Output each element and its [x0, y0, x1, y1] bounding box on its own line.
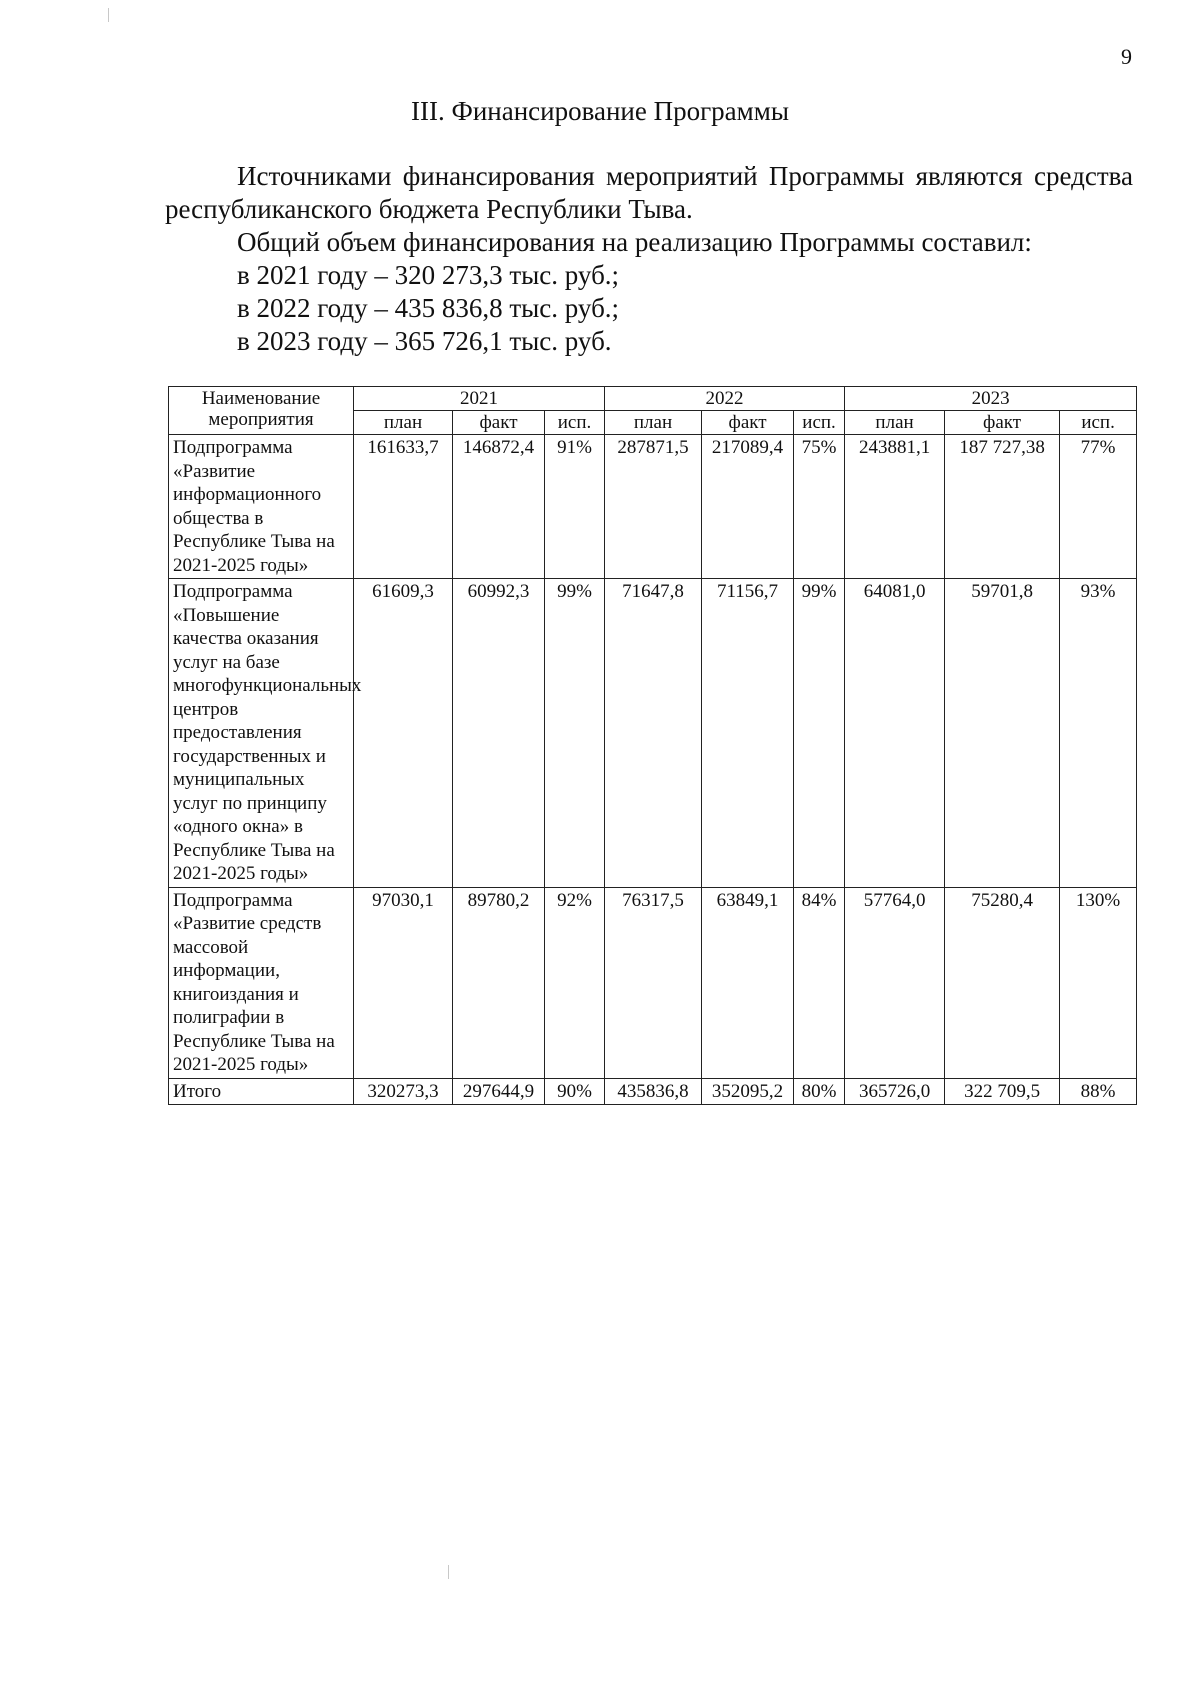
cell-value: 76317,5 [605, 887, 702, 1078]
cell-value: 352095,2 [702, 1078, 794, 1105]
subheader-plan: план [605, 411, 702, 435]
cell-value: 59701,8 [945, 579, 1060, 888]
cell-value: 99% [545, 579, 605, 888]
year-total-2022: в 2022 году – 435 836,8 тыс. руб.; [237, 293, 620, 323]
year-header-2021: 2021 [354, 387, 605, 411]
table-total-row [169, 1078, 1137, 1105]
cell-value: 365726,0 [845, 1078, 945, 1105]
cell-value: 187 727,38 [945, 435, 1060, 579]
cell-value: 71156,7 [702, 579, 794, 888]
page-number: 9 [1121, 44, 1132, 69]
cell-value: 75280,4 [945, 887, 1060, 1078]
cell-value: 77% [1060, 435, 1137, 579]
cell-value: 64081,0 [845, 579, 945, 888]
row-name: Подпрограмма «Развитие средств массовой информации, книгоиздания и полиграфии в Республике Тыва на 2021-2025 годы» [169, 887, 354, 1078]
cell-value: 97030,1 [354, 887, 453, 1078]
cell-value: 287871,5 [605, 435, 702, 579]
cell-value: 80% [794, 1078, 845, 1105]
cell-value: 243881,1 [845, 435, 945, 579]
year-total-2023: в 2023 году – 365 726,1 тыс. руб. [237, 326, 612, 356]
subheader-exec: исп. [794, 411, 845, 435]
cell-value: 71647,8 [605, 579, 702, 888]
year-header-2022: 2022 [605, 387, 845, 411]
cell-value: 322 709,5 [945, 1078, 1060, 1105]
cell-value: 130% [1060, 887, 1137, 1078]
subheader-fact: факт [945, 411, 1060, 435]
subheader-exec: исп. [545, 411, 605, 435]
cell-value: 146872,4 [453, 435, 545, 579]
year-header-2023: 2023 [845, 387, 1137, 411]
subheader-plan: план [845, 411, 945, 435]
row-name: Подпрограмма «Развитие информационного общества в Республике Тыва на 2021-2025 годы» [169, 435, 354, 579]
cell-value: 75% [794, 435, 845, 579]
total-lead: Общий объем финансирования на реализацию Программы составил: [237, 227, 1032, 257]
cell-value: 57764,0 [845, 887, 945, 1078]
table-row [169, 579, 1137, 888]
cell-value: 99% [794, 579, 845, 888]
year-total-2021: в 2021 году – 320 273,3 тыс. руб.; [237, 260, 620, 290]
subheader-exec: исп. [1060, 411, 1137, 435]
sources-paragraph: Источниками финансирования мероприятий Программы являются средства республиканского бюджета Республики Тыва. [165, 161, 1133, 224]
cell-value: 435836,8 [605, 1078, 702, 1105]
row-name: Подпрограмма «Повышение качества оказания услуг на базе многофункциональных центров предоставления государственных и муниципальных услуг по принципу «одного окна» в Республике Тыва на 2021-2025 годы» [169, 579, 354, 888]
cell-value: 320273,3 [354, 1078, 453, 1105]
cell-value: 60992,3 [453, 579, 545, 888]
cell-value: 61609,3 [354, 579, 453, 888]
table-row [169, 435, 1137, 579]
table-header-years-row [169, 387, 1137, 411]
financing-table [168, 386, 1137, 1105]
cell-value: 161633,7 [354, 435, 453, 579]
intro-text [165, 160, 1133, 358]
cell-value: 90% [545, 1078, 605, 1105]
subheader-plan: план [354, 411, 453, 435]
cell-value: 92% [545, 887, 605, 1078]
cell-value: 89780,2 [453, 887, 545, 1078]
cell-value: 297644,9 [453, 1078, 545, 1105]
row-name: Итого [169, 1078, 354, 1105]
cell-value: 84% [794, 887, 845, 1078]
subheader-fact: факт [453, 411, 545, 435]
cell-value: 91% [545, 435, 605, 579]
cell-value: 93% [1060, 579, 1137, 888]
name-column-header: Наименование мероприятия [169, 387, 354, 435]
scan-artifact [448, 1565, 449, 1579]
cell-value: 88% [1060, 1078, 1137, 1105]
section-title: III. Финансирование Программы [411, 96, 789, 126]
cell-value: 63849,1 [702, 887, 794, 1078]
table-row [169, 887, 1137, 1078]
subheader-fact: факт [702, 411, 794, 435]
scan-artifact [108, 8, 109, 22]
cell-value: 217089,4 [702, 435, 794, 579]
